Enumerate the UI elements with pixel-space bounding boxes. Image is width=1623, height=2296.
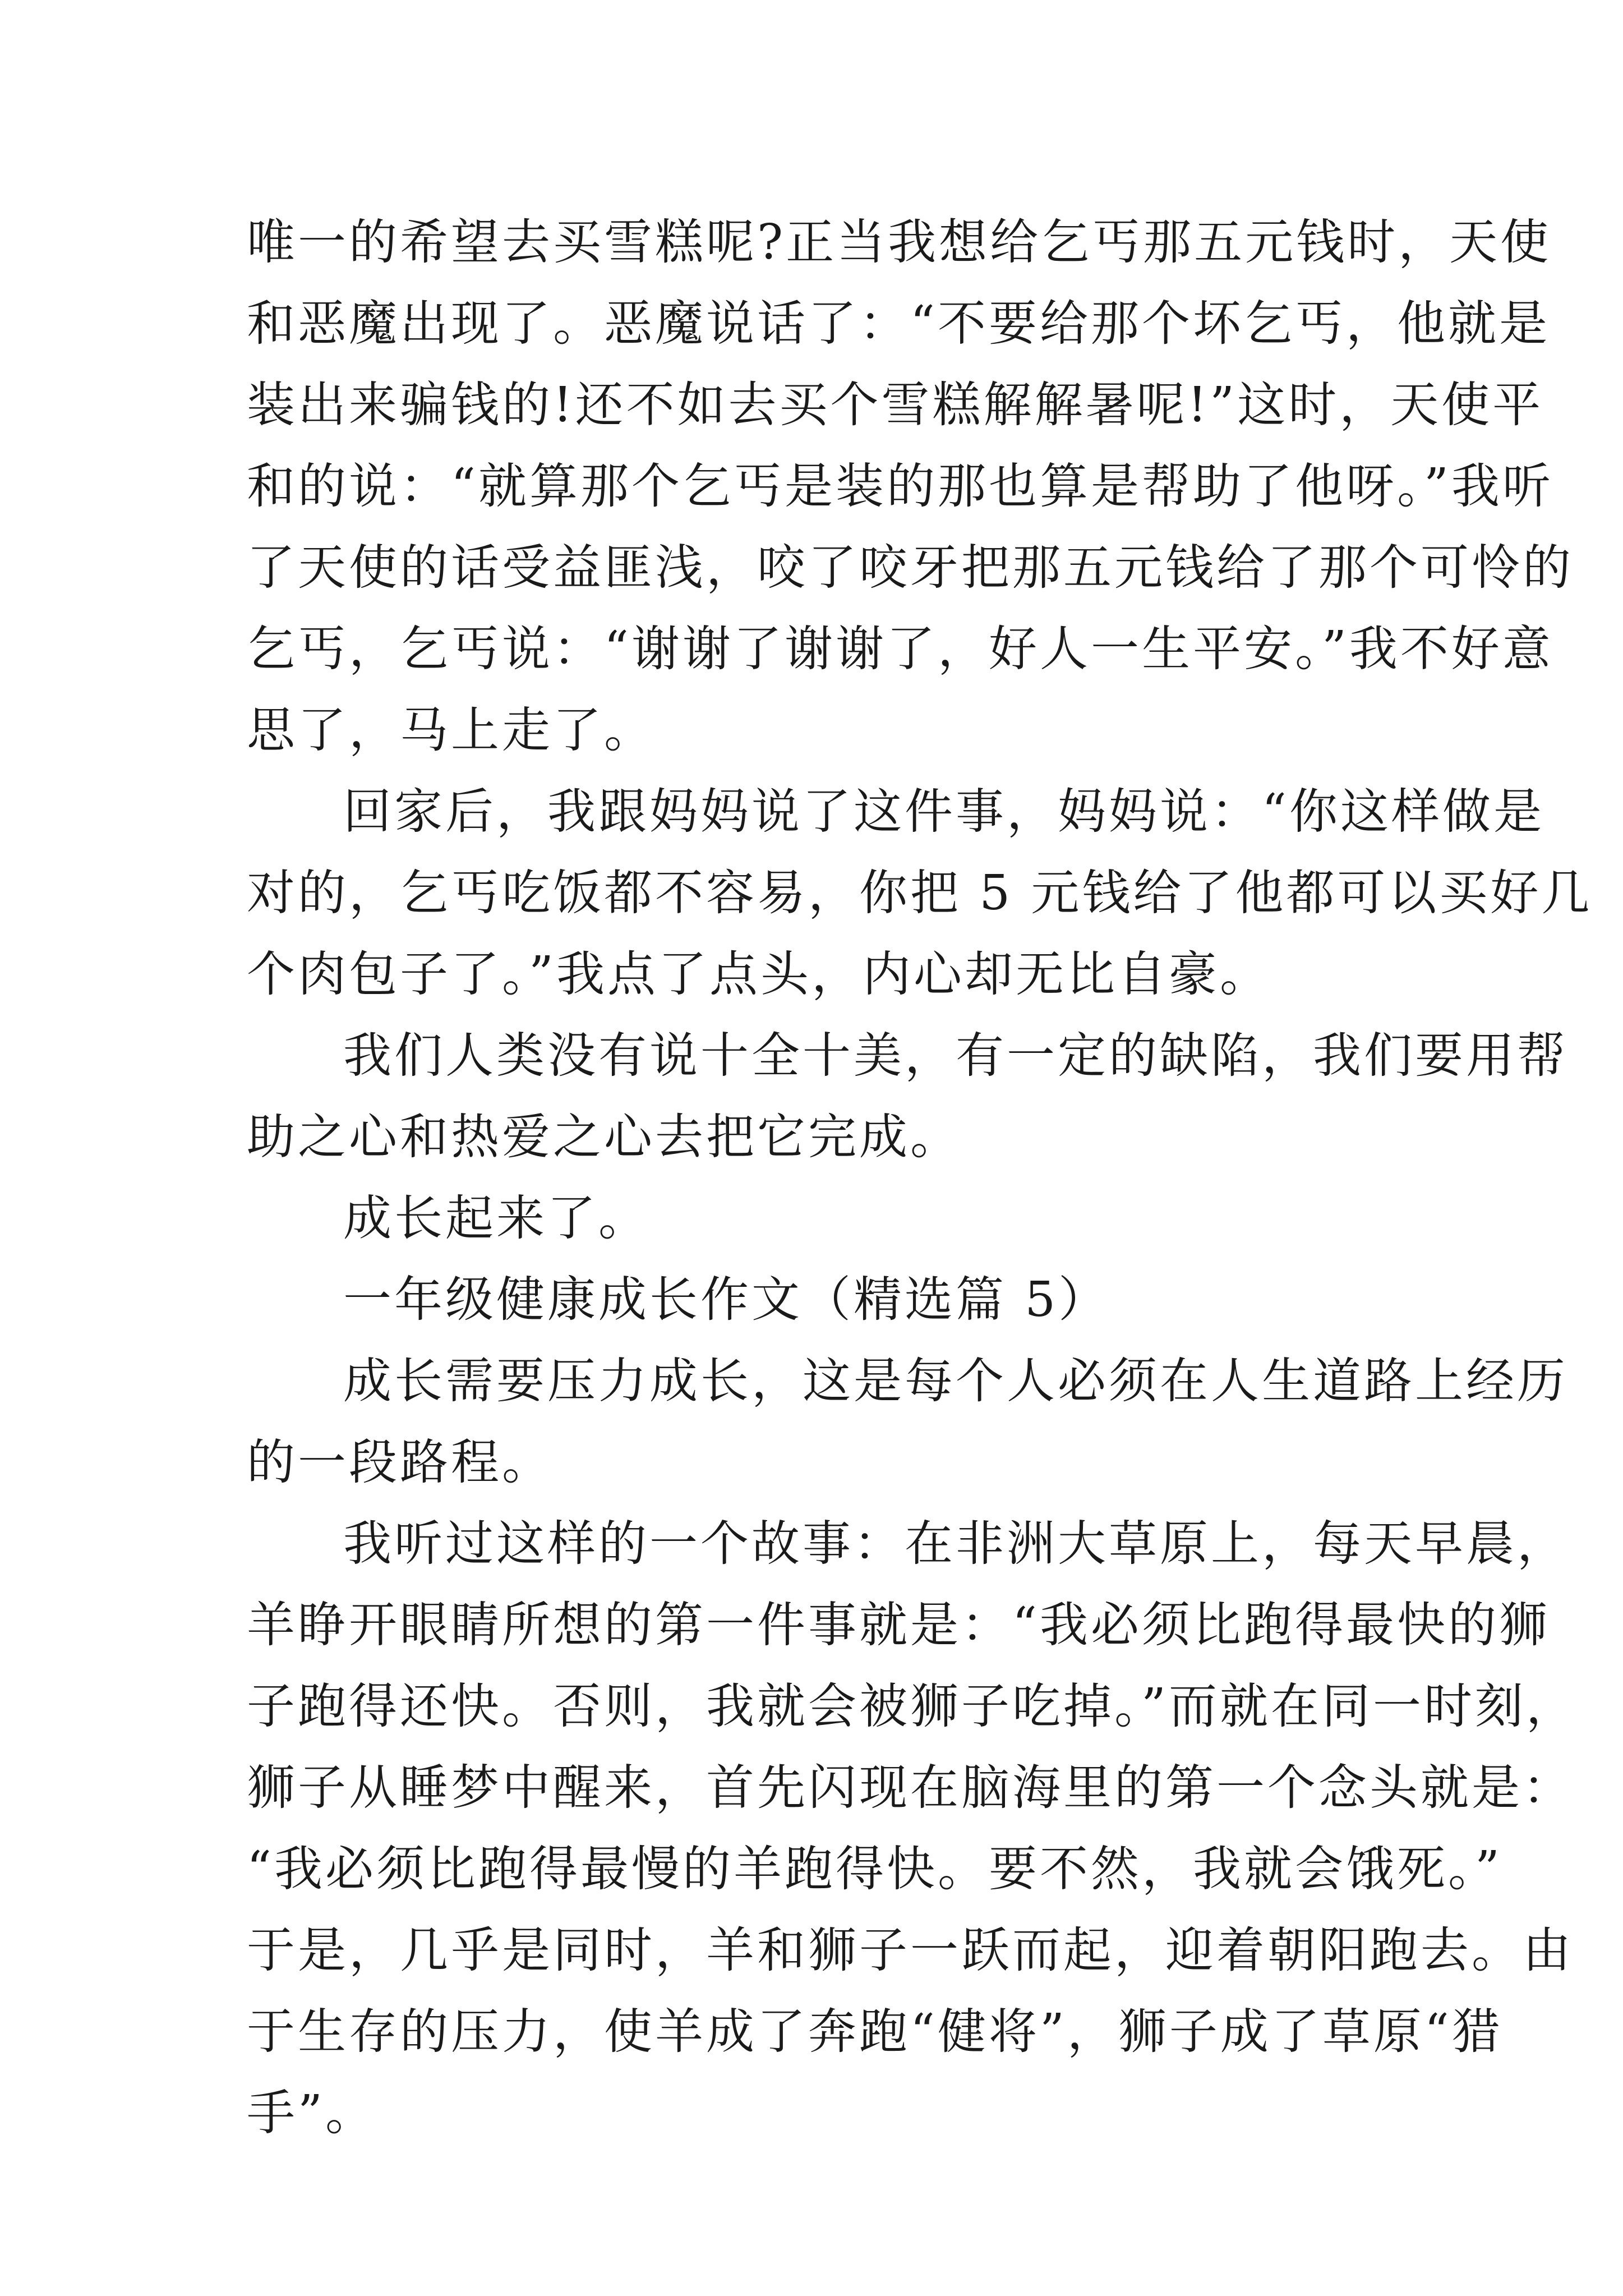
text-line: 唯一的希望去买雪糕呢?正当我想给乞丐那五元钱时，天使	[247, 214, 1552, 270]
paragraph-start-line: 我听过这样的一个故事：在非洲大草原上，每天早晨，	[343, 1516, 1568, 1572]
text-line: 个肉包子了。”我点了点头，内心却无比自豪。	[247, 946, 1271, 1002]
text-line: 的一段路程。	[247, 1434, 553, 1490]
document-body	[247, 202, 1593, 2154]
text-line: 羊睁开眼睛所想的第一件事就是：“我必须比跑得最快的狮	[247, 1597, 1550, 1653]
text-line: 狮子从睡梦中醒来，首先闪现在脑海里的第一个念头就是：	[247, 1760, 1574, 1816]
paragraph-start-line: 我们人类没有说十全十美，有一定的缺陷，我们要用帮	[343, 1028, 1568, 1084]
paragraph-start-line: 回家后，我跟妈妈说了这件事，妈妈说：“你这样做是	[343, 784, 1544, 840]
text-line: 于是，几乎是同时，羊和狮子一跃而起，迎着朝阳跑去。由	[247, 1922, 1574, 1978]
paragraph-start-line: 成长需要压力成长，这是每个人必须在人生道路上经历	[343, 1353, 1568, 1409]
text-line: 助之心和热爱之心去把它完成。	[247, 1109, 961, 1165]
text-line: 对的，乞丐吃饭都不容易，你把 5 元钱给了他都可以买好几	[247, 865, 1593, 921]
text-line: 和恶魔出现了。恶魔说话了：“不要给那个坏乞丐，他就是	[247, 296, 1550, 352]
text-line: “我必须比跑得最慢的羊跑得快。要不然，我就会饿死。”	[247, 1841, 1502, 1897]
text-line: 了天使的话受益匪浅，咬了咬牙把那五元钱给了那个可怜的	[247, 540, 1574, 596]
text-line: 和的说：“就算那个乞丐是装的那也算是帮助了他呀。”我听	[247, 458, 1553, 514]
text-line: 于生存的压力，使羊成了奔跑“健将”，狮子成了草原“猎	[247, 2004, 1503, 2060]
section-heading: 一年级健康成长作文（精选篇 5）	[343, 1272, 1110, 1328]
text-line: 手”。	[247, 2085, 376, 2141]
text-line: 装出来骗钱的!还不如去买个雪糕解解暑呢!”这时，天使平	[247, 377, 1544, 433]
text-line: 乞丐，乞丐说：“谢谢了谢谢了，好人一生平安。”我不好意	[247, 621, 1553, 677]
text-line: 思了，马上走了。	[247, 702, 655, 758]
paragraph-start-line: 成长起来了。	[343, 1190, 649, 1246]
text-line: 子跑得还快。否则，我就会被狮子吃掉。”而就在同一时刻，	[247, 1678, 1577, 1734]
